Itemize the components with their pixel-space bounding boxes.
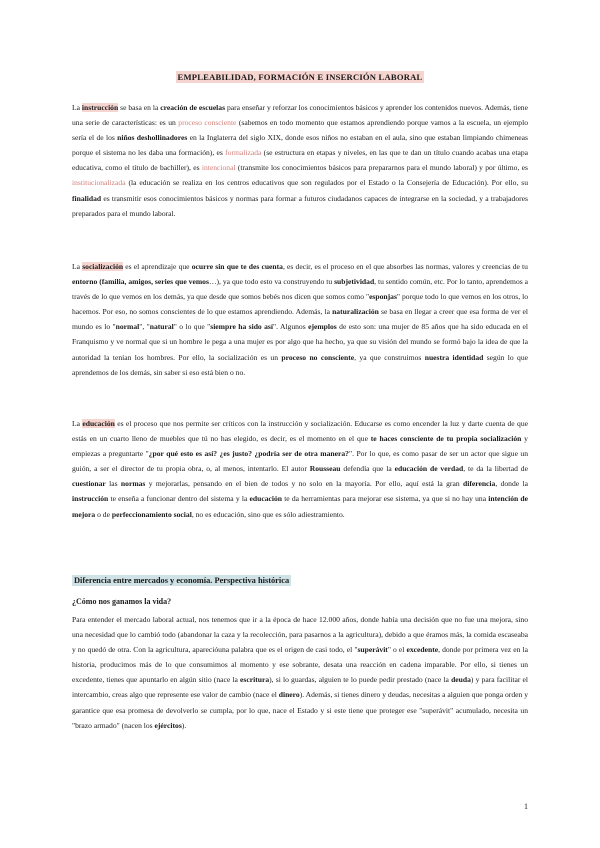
- feature-formalizada: formalizada: [225, 148, 262, 158]
- feature-intencional: intencional: [201, 163, 236, 173]
- text: ) y para facilitar el intercambio, creas algo que represente ese valor de cambio (nace el: [72, 675, 529, 700]
- text: , ya que construimos: [354, 352, 425, 362]
- text: para enseñar y reforzar los conocimientos básicos y aprender los contenidos nuevos. Además, tiene una serie de características: es un: [72, 103, 528, 128]
- text: te enseña a funcionar dentro del sistema y la: [108, 494, 250, 504]
- text: La: [72, 103, 82, 112]
- paragraph-instruccion: [72, 100, 528, 221]
- bold-text: superávit: [357, 645, 388, 655]
- text: , tu sentido común, etc. Por lo tanto, aprendemos a través de lo que vemos en los demás, ya que desde que somos bebés nos dicen que somos como ": [72, 277, 528, 302]
- bold-text: perfeccionamiento social: [111, 509, 192, 519]
- bold-text: dinero: [278, 690, 300, 700]
- bold-text: deuda: [451, 675, 471, 685]
- feature-institucionalizada: institucionalizada: [72, 178, 126, 188]
- text: , te da la libertad de: [463, 464, 528, 474]
- text: (se estructura en etapas y niveles, en las que te dan un título cuando acabas una etapa educativa, como el título de bachiller), es: [72, 148, 529, 173]
- page-number: 1: [524, 802, 528, 811]
- section-heading-text: Diferencia entre mercados y economía. Perspectiva histórica: [74, 576, 290, 585]
- paragraph-educacion: [72, 416, 528, 522]
- text: " o lo que ": [173, 322, 211, 332]
- text: ).: [181, 720, 187, 730]
- text: se basa en la: [118, 103, 161, 112]
- document-title-text: EMPLEABILIDAD, FORMACIÓN E INSERCIÓN LABORAL: [177, 72, 423, 82]
- text: y mejorarlas, pensando en el bien de todos y no solo en la mayoría. Por ello, aquí está la gran: [145, 479, 463, 489]
- text: Para entender el mercado laboral actual, nos tenemos que ir a la época de hace 12.000 años, donde había una decisión que no fue una mejora, sino una necesidad que lo cambió todo (abandonar la caza y la recolección, para pasarnos a la agricultura), debido a que éramos más, la comida escaseaba y no quedó de otra. Con la agricultura, aparecióuna palabra que es el origen de casi todo, el ": [72, 615, 528, 655]
- sub-heading: ¿Cómo nos ganamos la vida?: [72, 597, 172, 606]
- document-title: [0, 72, 600, 82]
- text: defendía que la: [340, 464, 395, 474]
- text: " porque todo lo que vemos en los otros, lo hacemos. Por eso, no somos conscientes de lo que estamos aprendiendo. Además, la: [72, 292, 528, 317]
- text: (sabemos en todo momento que estamos aprendiendo porque vamos a la escuela, un ejemplo sería el de los: [72, 118, 529, 143]
- text: ). Además, si tienes dinero y deudas, necesitas a alguien que ponga orden y garantice que esa promesa de devolverlo se cumpla, por lo que, nace el Estado y si este tiene que proteger ese "superávit" acumulado, necesita un "brazo armado" (nacen los: [72, 690, 528, 730]
- bold-text: esponjas: [369, 292, 397, 302]
- text: , donde por primera vez en la historia, producimos más de lo que consumimos al momento y ese sobrante, desata una reacción en cadena imparable. Por ello, si tienes un excedente, tienes que apuntarlo en algún sitio (nace la: [72, 645, 528, 685]
- text: en la Inglaterra del siglo XIX, donde esos niños no estaban en el aula, sino que estaban limpiando chimeneas porque el sistema no les daba una formación), es: [72, 133, 528, 158]
- text: , donde la: [495, 479, 528, 489]
- text: ". Por lo que, es como pasar de ser un actor que sigue un guión, a ser el director de tu propia obra, o, al menos, intentarlo. El autor: [72, 449, 529, 474]
- bold-text: Rousseau: [309, 464, 341, 474]
- bold-text: cuestionar: [72, 479, 106, 489]
- bold-text: creación de escuelas: [160, 103, 226, 112]
- feature-proceso-consciente: proceso consciente: [178, 118, 237, 128]
- bold-text: ejércitos: [154, 720, 182, 730]
- bold-text: ocurre sin que te des cuenta: [191, 262, 283, 271]
- text: , no es educación, sino que es sólo adiestramiento.: [191, 509, 345, 519]
- text: ". Algunos: [272, 322, 309, 332]
- text: es el aprendizaje que: [123, 262, 192, 271]
- bold-text: instrucción: [72, 494, 109, 504]
- bold-text: excedente: [406, 645, 439, 655]
- text: , es decir, es el proceso en el que absorbes las normas, valores y creencias de tu: [282, 262, 528, 271]
- term-instruccion: instrucción: [81, 103, 119, 112]
- bold-text: naturalización: [332, 307, 379, 317]
- bold-text: normas: [120, 479, 146, 489]
- bold-text: ejemplos: [308, 322, 337, 332]
- text: de esto son: una mujer de 85 años que ha sido educada en el Franquismo y ve normal que si un hombre le pega a una mujer es por algo que ha hecho, ya que su visión del mundo se formó bajo la idea de que la autoridad la tenían los hombres. Por ello, la socialización es un: [72, 322, 528, 362]
- bold-text: te haces consciente de tu propia socialización: [370, 434, 522, 444]
- bold-text: educación: [249, 494, 283, 504]
- text: La: [72, 262, 83, 271]
- text: o de: [95, 509, 112, 519]
- section-heading: [72, 576, 291, 585]
- bold-text: subjetividad: [334, 277, 375, 287]
- bold-text: ¿por qué esto es así? ¿es justo? ¿podría ser de otra manera?: [148, 449, 349, 459]
- bold-text: nuestra identidad: [424, 352, 484, 362]
- text: te da herramientas para mejorar ese sistema, ya que si no hay una: [282, 494, 489, 504]
- text: (la educación se realiza en los centros educativos que son regulados por el Estado o la Consejería de Educación). Por ello, su: [125, 178, 528, 188]
- bold-text: siempre ha sido así: [210, 322, 273, 332]
- bold-text: normal: [115, 322, 140, 332]
- paragraph-socializacion: [72, 259, 528, 380]
- text: es transmitir esos conocimientos básicos y normas para formar a futuros ciudadanos capaces de integrarse en la sociedad, y a trabajadores preparados para el mundo laboral.: [72, 193, 528, 218]
- bold-text: natural: [149, 322, 174, 332]
- bold-text: escritura: [240, 675, 270, 685]
- bold-text: finalidad: [72, 193, 102, 203]
- text: ), si lo guardas, alguien te lo puede pedir prestado (nace la: [269, 675, 452, 685]
- term-socializacion: socialización: [82, 262, 124, 271]
- bold-text: proceso no consciente: [281, 352, 355, 362]
- term-educacion: educación: [82, 419, 115, 428]
- text: y empiezas a preguntarte ": [72, 434, 528, 459]
- bold-text: intención de mejora: [72, 494, 529, 519]
- bold-text: diferencia: [462, 479, 496, 489]
- text: …), ya que todo esto va construyendo tu: [208, 277, 335, 287]
- bold-text: niños deshollinadores: [117, 133, 188, 143]
- bold-text: educación de verdad: [394, 464, 464, 474]
- text: La: [72, 419, 83, 428]
- text: es el proceso que nos permite ser críticos con la instrucción y socialización. Educarse es como encender la luz y darte cuenta de que estás en un cuarto lleno de muebles que tú no has elegido, es decir, es el momento en el que: [72, 419, 528, 444]
- text: ", ": [139, 322, 150, 332]
- text: se basa en llegar a creer que esa forma de ver el mundo es lo ": [72, 307, 529, 332]
- text: (transmite los conocimientos básicos para prepararnos para el mundo laboral) y por último, es: [235, 163, 528, 173]
- text: las: [105, 479, 121, 489]
- paragraph-mercado-laboral: [72, 612, 528, 733]
- bold-text: entorno (familia, amigos, series que vemos: [72, 277, 209, 287]
- text: según lo que aprendemos de los demás, sin saber si eso está bien o no.: [72, 352, 528, 377]
- text: " o el: [387, 645, 407, 655]
